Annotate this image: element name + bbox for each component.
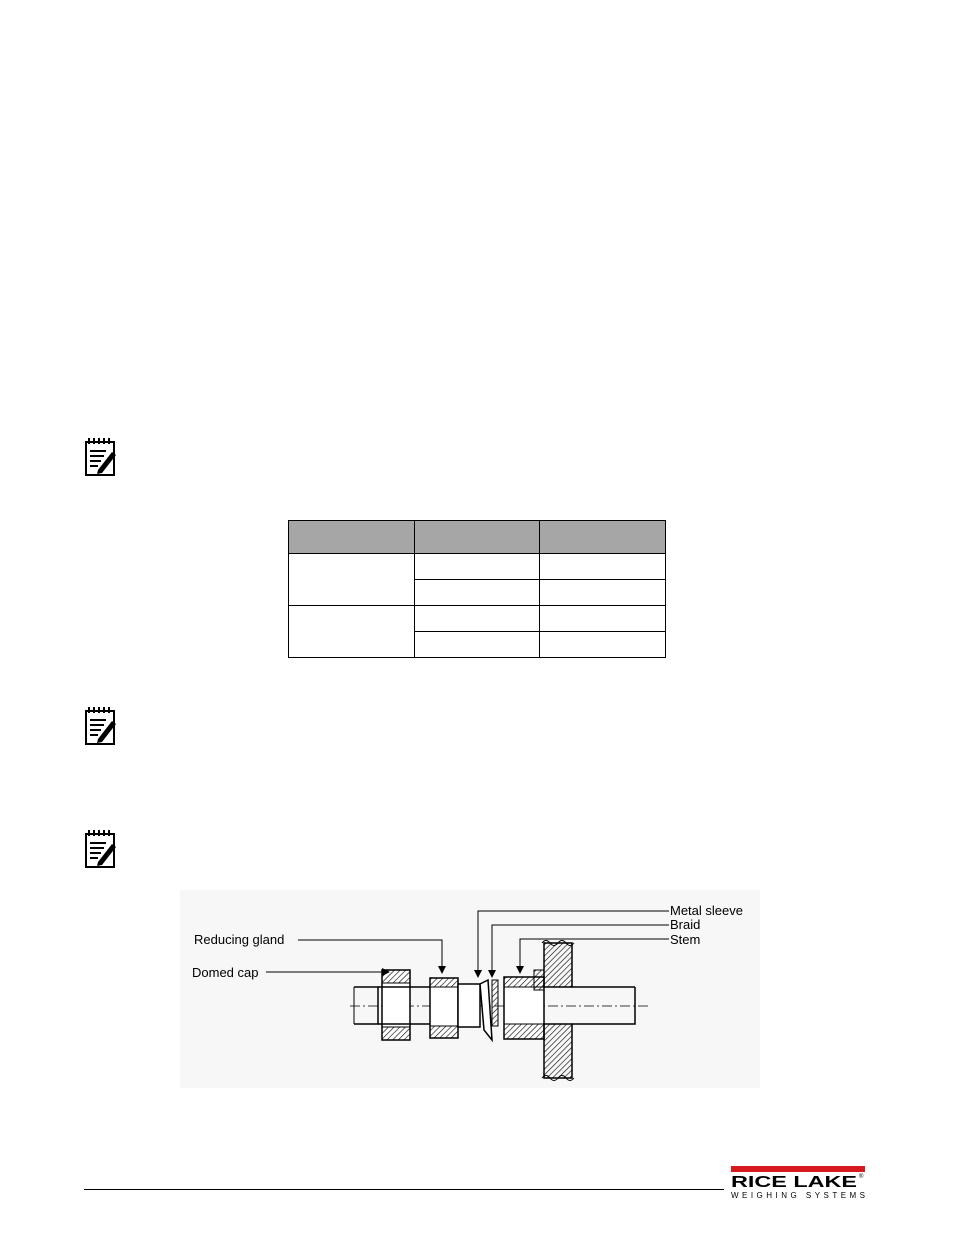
logo-registered-mark: ® xyxy=(859,1174,864,1180)
label-reducing-gland: Reducing gland xyxy=(194,932,285,947)
note-icon xyxy=(84,829,118,869)
spec-table xyxy=(288,520,666,658)
table-header-row xyxy=(289,521,666,554)
table-group-cell xyxy=(289,554,415,606)
table-header-cell xyxy=(540,521,666,554)
table-row xyxy=(289,554,666,580)
cable-gland-diagram xyxy=(180,890,760,1088)
table-cell xyxy=(414,554,540,580)
logo-tagline: WEIGHING SYSTEMS xyxy=(731,1191,865,1200)
table-cell xyxy=(414,632,540,658)
table-cell xyxy=(414,606,540,632)
table-cell xyxy=(540,632,666,658)
table-row xyxy=(289,606,666,632)
label-stem: Stem xyxy=(670,932,701,947)
table-header-cell xyxy=(414,521,540,554)
table-cell xyxy=(414,580,540,606)
table-cell xyxy=(540,606,666,632)
note-icon xyxy=(84,706,118,746)
rice-lake-logo xyxy=(731,1166,867,1200)
table-group-cell xyxy=(289,606,415,658)
note-icon xyxy=(84,437,118,477)
label-braid: Braid xyxy=(670,917,701,932)
table-cell xyxy=(540,554,666,580)
table-header-cell xyxy=(289,521,415,554)
table-cell xyxy=(540,580,666,606)
footer-rule xyxy=(84,1189,724,1190)
logo-name: RICE LAKE xyxy=(731,1174,858,1191)
stem-shape xyxy=(504,970,544,1039)
label-metal-sleeve: Metal sleeve xyxy=(670,903,743,918)
label-domed-cap: Domed cap xyxy=(192,965,259,980)
